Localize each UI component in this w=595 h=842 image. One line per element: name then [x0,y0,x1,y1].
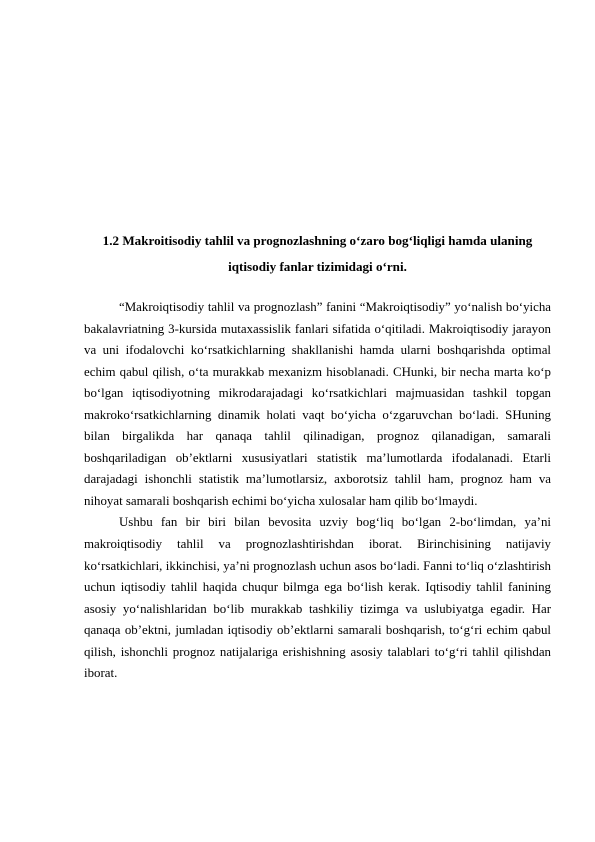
section-heading-line-2: iqtisodiy fanlar tizimidagi o‘rni. [228,259,407,274]
paragraph-1: “Makroiqtisodiy tahlil va prognozlash” fanini “Makroiqtisodiy” yo‘nalish bo‘yicha bakalavriatning 3-kursida mutaxassislik fanlari sifatida o‘qitiladi. Makroiqtisodiy jarayon va uni ifodalovchi ko‘rsatkichlarning shakllanishi hamda ularni boshqarishda optimal echim qabul qilish, o‘ta murakkab mexanizm hisoblanadi. CHunki, bir necha marta ko‘p bo‘lgan iqtisodiyotning mikrodarajadagi ko‘rsatkichlari majmuasidan tashkil topgan makroko‘rsatkichlarning dinamik holati vaqt bo‘yicha o‘zgaruvchan bo‘ladi. SHuning bilan birgalikda har qanaqa tahlil qilinadigan, prognoz qilanadigan, samarali boshqariladigan ob’ektlarni xususiyatlari statistik ma’lumotlarda ifodalanadi. Etarli darajadagi ishonchli statistik ma’lumotlarsiz, axborotsiz tahlil ham, prognoz ham va nihoyat samarali boshqarish echimi bo‘yicha xulosalar ham qilib bo‘lmaydi. [84,300,551,508]
paragraph-2: Ushbu fan bir biri bilan bevosita uzviy bog‘liq bo‘lgan 2-bo‘limdan, ya’ni makroiqtisodiy tahlil va prognozlashtirishdan iborat. Birinchisining natijaviy ko‘rsatkichlari, ikkinchisi, ya’ni prognozlash uchun asos bo‘ladi. Fanni to‘liq o‘zlashtirish uchun iqtisodiy tahlil haqida chuqur bilmga ega bo‘lish kerak. Iqtisodiy tahlil fanining asosiy yo‘nalishlaridan bo‘lib murakkab tashkiliy tizimga va uslubiyatga egadir. Har qanaqa ob’ektni, jumladan iqtisodiy ob’ektlarni samarali boshqarish, to‘g‘ri echim qabul qilish, ishonchli prognoz natijalariga erishishning asosiy talablari to‘g‘ri tahlil qilishdan iborat. [84,515,551,681]
section-heading [84,228,551,280]
body-text [84,297,551,685]
section-heading-line-1: 1.2 Makroitisodiy tahlil va prognozlashning o‘zaro bog‘liqligi hamda ulaning [102,233,533,248]
